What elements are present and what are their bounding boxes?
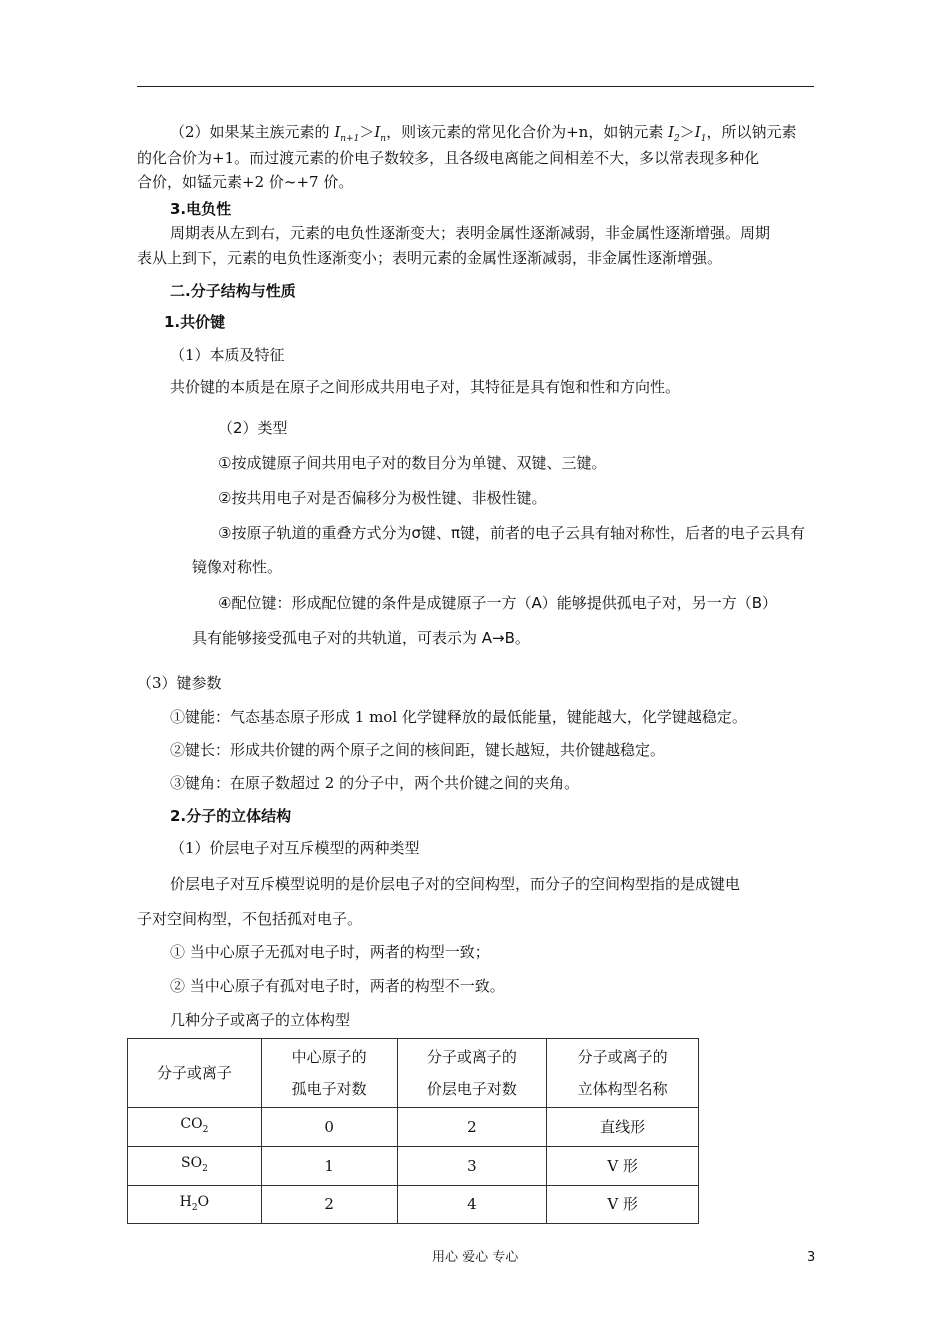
symbol-I: I xyxy=(374,123,381,141)
greater-than: ＞ xyxy=(359,123,375,141)
formula: CO xyxy=(180,1116,203,1132)
header-rule xyxy=(137,86,814,87)
bond-type-2: ②按共用电子对是否偏移分为极性键、非极性键。 xyxy=(218,489,547,507)
greater-than: ＞ xyxy=(679,123,695,141)
bond-type-3b: 镜像对称性。 xyxy=(192,558,283,576)
symbol-I: I xyxy=(334,123,341,141)
lone-pair-cell: 0 xyxy=(261,1108,397,1147)
table-row xyxy=(128,1108,699,1147)
formula: H xyxy=(179,1193,192,1210)
formula-subscript: 2 xyxy=(202,1163,208,1174)
subscript: 1 xyxy=(700,134,707,144)
formula-cell xyxy=(128,1108,262,1147)
subheading-vsepr: （1）价层电子对互斥模型的两种类型 xyxy=(170,839,420,857)
header-valence-pairs xyxy=(397,1039,547,1108)
electroneg-line-2: 表从上到下，元素的电负性逐渐变小；表明元素的金属性逐渐减弱，非金属性逐渐增强。 xyxy=(137,249,723,267)
vsepr-case-2: ② 当中心原子有孤对电子时，两者的构型不一致。 xyxy=(170,977,505,995)
vsepr-case-1: ① 当中心原子无孤对电子时，两者的构型一致； xyxy=(170,943,490,961)
lone-pair-cell: 2 xyxy=(261,1185,397,1224)
bond-param-length: ②键长：形成共价键的两个原子之间的核间距，键长越短，共价键越稳定。 xyxy=(170,741,666,759)
heading-electronegativity: 3.电负性 xyxy=(170,200,232,218)
bond-type-3a: ③按原子轨道的重叠方式分为σ键、π键，前者的电子云具有轴对称性，后者的电子云具有 xyxy=(218,524,805,542)
bond-type-4b: 具有能够接受孤电子对的共轨道，可表示为 A→B。 xyxy=(192,629,530,647)
header-lone-pairs xyxy=(261,1039,397,1108)
bond-type-4a: ④配位键：形成配位键的条件是成键原子一方（A）能够提供孤电子对，另一方（B） xyxy=(218,594,778,612)
page-number: 3 xyxy=(807,1250,816,1265)
bond-type-1: ①按成键原子间共用电子对的数目分为单键、双键、三键。 xyxy=(218,454,607,472)
ionization-line-1 xyxy=(170,122,796,149)
header-line: 立体构型名称 xyxy=(577,1080,668,1098)
formula: O xyxy=(197,1193,210,1210)
bond-param-angle: ③键角：在原子数超过 2 的分子中，两个共价键之间的夹角。 xyxy=(170,774,580,792)
formula: SO xyxy=(180,1154,203,1171)
subscript: n+1 xyxy=(340,134,360,144)
valence-pair-cell: 2 xyxy=(397,1108,547,1147)
formula-subscript: 2 xyxy=(191,1202,198,1213)
ionization-line-3: 合价，如锰元素+2 价~+7 价。 xyxy=(137,173,354,191)
table-row xyxy=(128,1185,699,1224)
formula-cell xyxy=(128,1146,262,1185)
subheading-types: （2）类型 xyxy=(218,419,288,437)
shape-cell: V 形 xyxy=(547,1185,699,1224)
bond-param-energy: ①键能：气态基态原子形成 1 mol 化学键释放的最低能量，键能越大，化学键越稳定。 xyxy=(170,708,747,726)
subheading-bond-params: （3）键参数 xyxy=(137,674,222,692)
header-line: 分子或离子的 xyxy=(426,1048,517,1066)
header-line: 孤电子对数 xyxy=(291,1080,367,1098)
header-line: 中心原子的 xyxy=(291,1048,367,1066)
subheading-nature: （1）本质及特征 xyxy=(170,346,285,364)
subscript: 2 xyxy=(674,134,680,144)
formula-subscript: 2 xyxy=(202,1124,209,1135)
formula-cell xyxy=(128,1185,262,1224)
header-line: 价层电子对数 xyxy=(426,1080,517,1098)
nature-text: 共价键的本质是在原子之间形成共用电子对，其特征是具有饱和性和方向性。 xyxy=(170,378,681,396)
header-species: 分子或离子 xyxy=(128,1039,262,1108)
valence-pair-cell: 3 xyxy=(397,1146,547,1185)
vsepr-line-2: 子对空间构型，不包括孤对电子。 xyxy=(137,910,363,928)
shape-cell: 直线形 xyxy=(547,1108,699,1147)
header-line: 分子或离子的 xyxy=(577,1048,668,1066)
table-caption: 几种分子或离子的立体构型 xyxy=(170,1011,351,1029)
header-shape xyxy=(547,1039,699,1108)
heading-covalent-bond: 1.共价键 xyxy=(164,313,226,331)
symbol-I: I xyxy=(694,123,701,141)
table-header-row xyxy=(128,1039,699,1108)
table-row xyxy=(128,1146,699,1185)
lone-pair-cell: 1 xyxy=(261,1146,397,1185)
text-segment: ，所以钠元素 xyxy=(706,123,797,141)
heading-section-2: 二.分子结构与性质 xyxy=(170,282,296,300)
valence-pair-cell: 4 xyxy=(397,1185,547,1224)
molecular-shape-table xyxy=(127,1038,699,1224)
electroneg-line-1: 周期表从左到右，元素的电负性逐渐变大；表明金属性逐渐减弱，非金属性逐渐增强。周期 xyxy=(170,224,771,242)
footer-slogan: 用心 爱心 专心 xyxy=(432,1250,519,1265)
ionization-line-2: 的化合价为+1。而过渡元素的价电子数较多，且各级电离能之间相差不大，多以常表现多种化 xyxy=(137,149,760,167)
subscript: n xyxy=(380,134,387,144)
text-segment: ，则该元素的常见化合价为+n，如钠元素 xyxy=(386,123,669,141)
text-segment: （2）如果某主族元素的 xyxy=(170,123,335,141)
symbol-I: I xyxy=(668,123,675,141)
vsepr-line-1: 价层电子对互斥模型说明的是价层电子对的空间构型，而分子的空间构型指的是成键电 xyxy=(170,875,741,893)
heading-molecular-structure: 2.分子的立体结构 xyxy=(170,807,292,825)
shape-cell: V 形 xyxy=(547,1146,699,1185)
